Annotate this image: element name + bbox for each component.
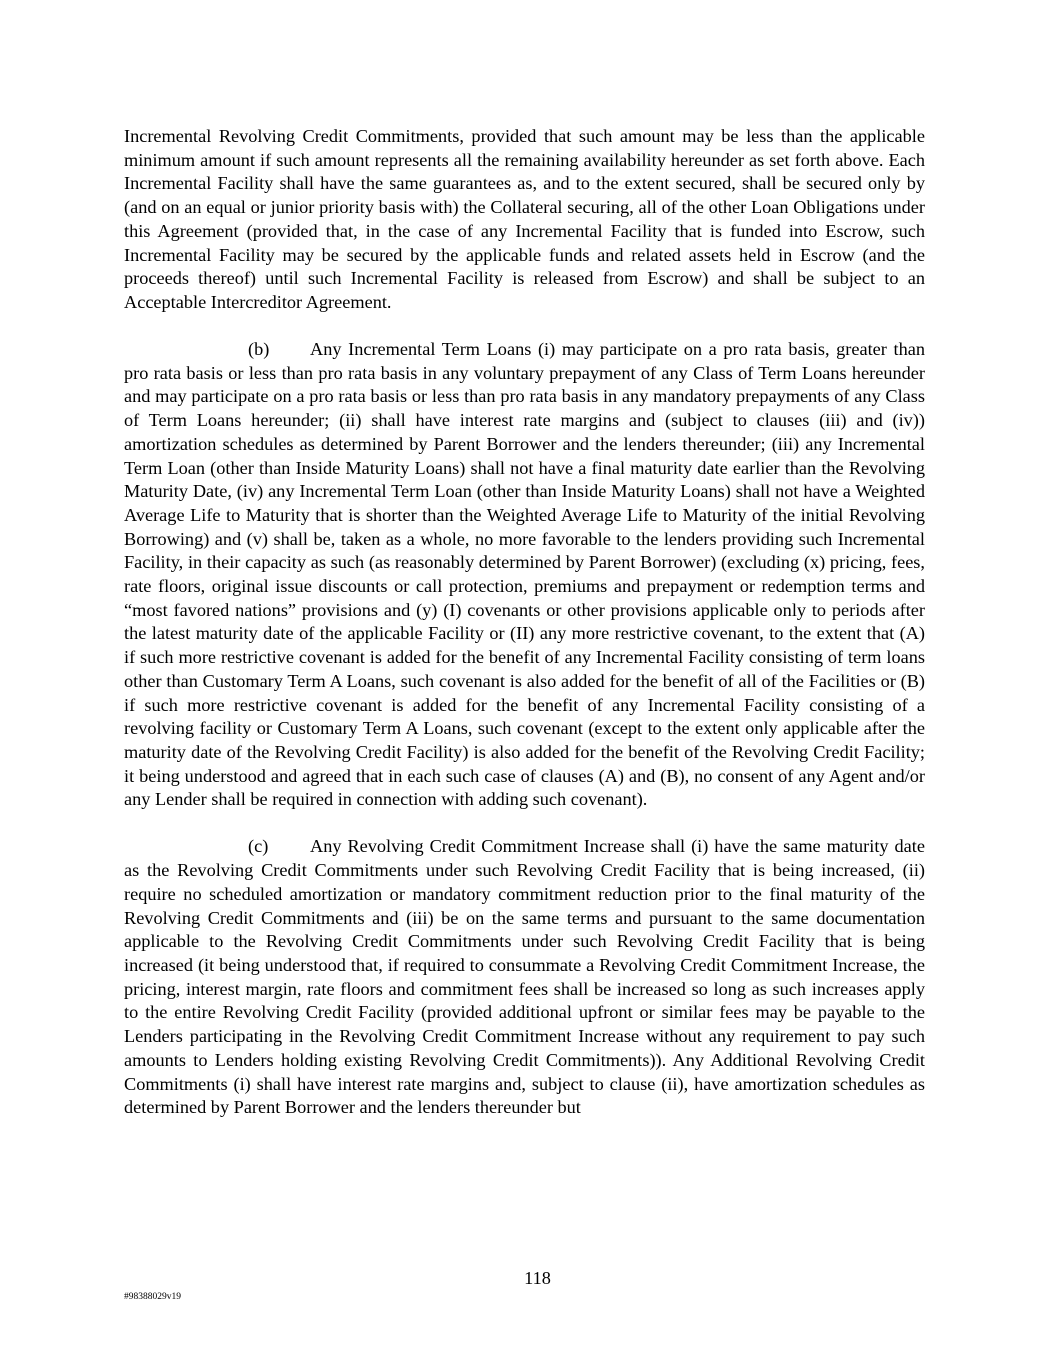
paragraph-text: Any Incremental Term Loans (i) may participate on a pro rata basis, greater than pro rata basis or less than pro rata basis in any voluntary prepayment of any Class of Term Loans hereunder and may participate on a pro rata basis or less than pro rata basis in any mandatory prepayments of any Class of Term Loans hereunder; (ii) shall have interest rate margins and (subject to clauses (iii) and (iv)) amortization schedules as determined by Parent Borrower and the lenders thereunder; (iii) any Incremental Term Loan (other than Inside Maturity Loans) shall not have a final maturity date earlier than the Revolving Maturity Date, (iv) any Incremental Term Loan (other than Inside Maturity Loans) shall not have a Weighted Average Life to Maturity that is shorter than the Weighted Average Life to Maturity of the initial Revolving Borrowing) and (v) shall be, taken as a whole, no more favorable to the lenders providing such Incremental Facility, in their capacity as such (as reasonably determined by Parent Borrower) (excluding (x) pricing, fees, rate floors, original issue discounts or call protection, premiums and prepayment or redemption terms and “most favored nations” provisions and (y) (I) covenants or other provisions applicable only to periods after the latest maturity date of the applicable Facility or (II) any more restrictive covenant, to the extent that (A) if such more restrictive covenant is added for the benefit of any Incremental Facility consisting of term loans other than Customary Term A Loans, such covenant is also added for the benefit of all of the Facilities or (B) if such more restrictive covenant is added for the benefit of any Incremental Facility consisting of a revolving facility or Customary Term A Loans, such covenant (except to the extent only applicable after the maturity date of the Revolving Credit Facility) is also added for the benefit of the Revolving Credit Facility; it being understood and agreed that in each such case of clauses (A) and (B), no consent of any Agent and/or any Lender shall be required in connection with adding such covenant). — [124, 339, 925, 810]
paragraph-marker: (b) — [248, 339, 270, 360]
paragraph-b — [124, 338, 925, 812]
page-number: 118 — [524, 1268, 551, 1288]
document-id: #98388029v19 — [124, 1292, 181, 1302]
paragraph-text: Any Revolving Credit Commitment Increase shall (i) have the same maturity date as the Revolving Credit Commitments under such Revolving Credit Facility that is being increased, (ii) require no scheduled amortization or mandatory commitment reduction prior to the final maturity of the Revolving Credit Commitments and (iii) be on the same terms and pursuant to the same documentation applicable to the Revolving Credit Commitments under such Revolving Credit Facility that is being increased (it being understood that, if required to consummate a Revolving Credit Commitment Increase, the pricing, interest margin, rate floors and commitment fees shall be increased so long as such increases apply to the entire Revolving Credit Facility (provided additional upfront or similar fees may be payable to the Lenders participating in the Revolving Credit Commitment Increase without any requirement to pay such amounts to Lenders holding existing Revolving Credit Commitments)). Any Additional Revolving Credit Commitments (i) shall have interest rate margins and, subject to clause (ii), have amortization schedules as determined by Parent Borrower and the lenders thereunder but — [124, 836, 925, 1118]
paragraph-text: Incremental Revolving Credit Commitments, provided that such amount may be less than the applicable minimum amount if such amount represents all the remaining availability hereunder as set forth above. Each Incremental Facility shall have the same guarantees as, and to the extent secured, shall be secured only by (and on an equal or junior priority basis with) the Collateral securing, all of the other Loan Obligations under this Agreement (provided that, in the case of any Incremental Facility that is funded into Escrow, such Incremental Facility may be secured by the applicable funds and related assets held in Escrow (and the proceeds thereof) until such Incremental Facility is released from Escrow) and shall be subject to an Acceptable Intercreditor Agreement. — [124, 126, 925, 312]
document-body — [124, 125, 925, 1120]
paragraph-continuation — [124, 125, 925, 315]
paragraph-c — [124, 835, 925, 1119]
paragraph-marker: (c) — [248, 836, 269, 857]
